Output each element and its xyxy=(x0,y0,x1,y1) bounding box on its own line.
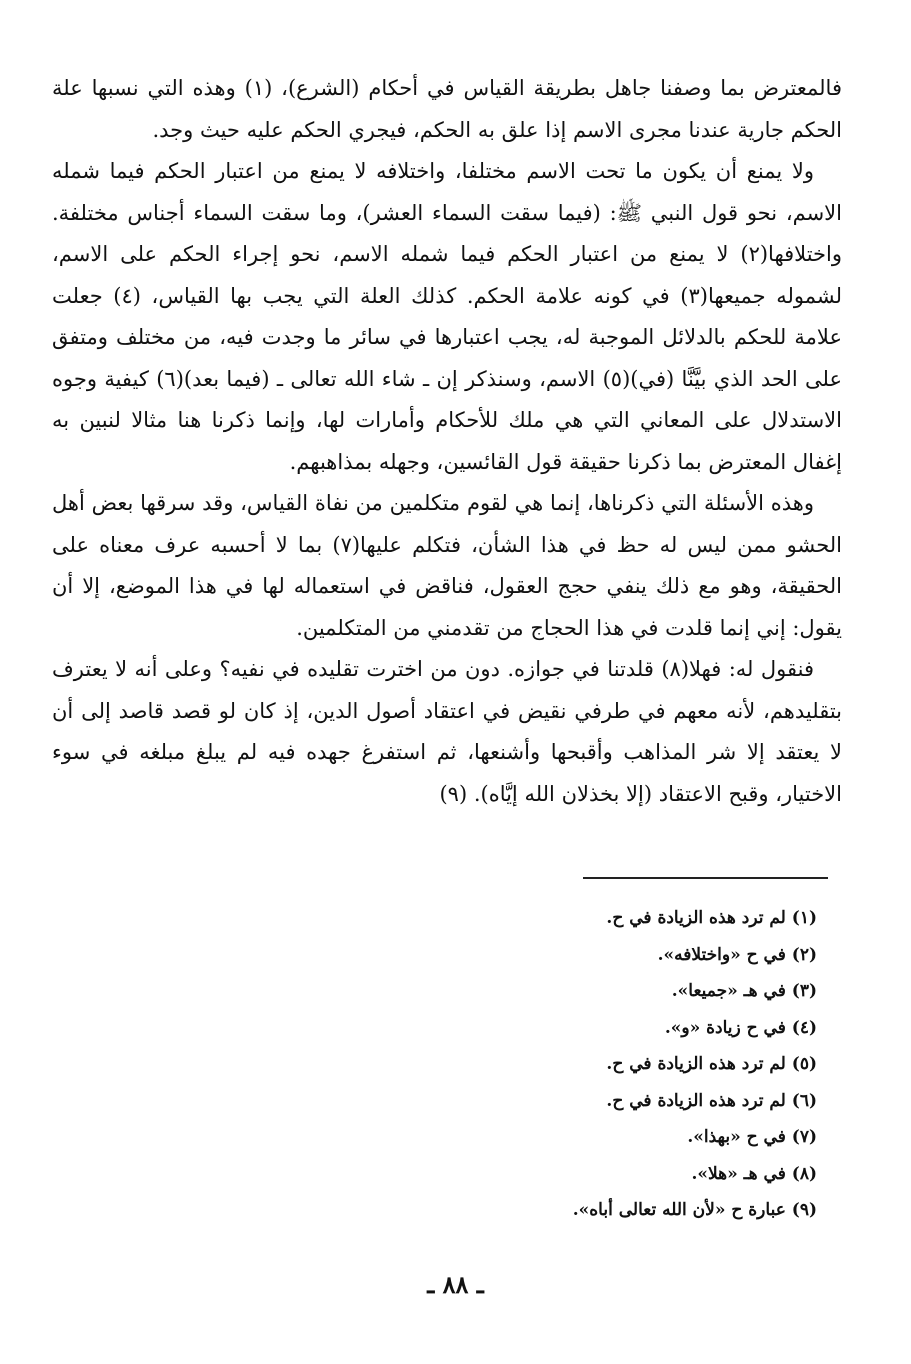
footnote-4: (٤) في ح زيادة «و». xyxy=(664,1017,817,1038)
footnote-3: (٣) في هـ «جميعا». xyxy=(671,981,817,1001)
page-number: ـ ٨٨ ـ xyxy=(427,1270,484,1299)
footnote-5: (٥) لم ترد هذه الزيادة في ح. xyxy=(606,1054,817,1074)
footnote-separator xyxy=(583,877,828,879)
footnote-9: (٩) عبارة ح «لأن الله تعالى أباه». xyxy=(572,1200,817,1220)
paragraph-4: فنقول له: فهلا(٨) قلدتنا في جوازه. دون من اخترت تقليده في نفيه؟ وعلى أنه لا يعترف بتقليدهم، لأنه معهم في طرفي نقيض في اعتقاد أصول الدين، إذ كان لو قصد قاصد إلى أن لا يعتقد إلا شر المذاهب وأقبحها وأشنعها، ثم استفرغ جهده فيه لم يبلغ مبلغه في سوء الاختيار، وقبح الاعتقاد (إلا بخذلان الله إيَّاه). (٩) xyxy=(52,657,842,806)
paragraph-1: فالمعترض بما وصفنا جاهل بطريقة القياس في أحكام (الشرع)، (١) وهذه التي نسبها علة الحكم جارية عندنا مجرى الاسم إذا علق به الحكم، فيجري الحكم عليه حيث وجد. xyxy=(52,76,842,142)
paragraph-3: وهذه الأسئلة التي ذكرناها، إنما هي لقوم متكلمين من نفاة القياس، وقد سرقها بعض أهل الحشو ممن ليس له حظ في هذا الشأن، فتكلم عليها(٧) بما لا أحسبه عرف معناه على الحقيقة، وهو مع ذلك ينفي حجج العقول، فناقض في استعماله لها في هذا الموضع، إلا أن يقول: إني إنما قلدت في هذا الحجاج من تقدمني من المتكلمين. xyxy=(52,491,842,640)
footnote-6: (٦) لم ترد هذه الزيادة في ح. xyxy=(606,1090,817,1111)
footnotes-list xyxy=(257,900,817,1229)
footnote-1: (١) لم ترد هذه الزيادة في ح. xyxy=(606,908,817,928)
footnote-2: (٢) في ح «واختلافه». xyxy=(657,944,817,965)
main-text xyxy=(52,68,842,815)
footnote-8: (٨) في هـ «هلا». xyxy=(691,1163,817,1184)
footnote-7: (٧) في ح «بهذا». xyxy=(687,1127,817,1147)
paragraph-2: ولا يمنع أن يكون ما تحت الاسم مختلفا، واختلافه لا يمنع من اعتبار الحكم فيما شمله الاسم، نحو قول النبي ﷺ: (فيما سقت السماء العشر)، وما سقت السماء أجناس مختلفة. واختلافها(٢) لا يمنع من اعتبار الحكم فيما شمله الاسم، نحو إجراء الحكم على الاسم، لشموله جميعها(٣) في كونه علامة الحكم. كذلك العلة التي يجب بها القياس، (٤) جعلت علامة للحكم بالدلائل الموجبة له، يجب اعتبارها في سائر ما وجدت فيه، من مختلف ومتفق على الحد الذي بيَّنَّا (في)(٥) الاسم، وسنذكر إن ـ شاء الله تعالى ـ (فيما بعد)(٦) كيفية وجوه الاستدلال على المعاني التي هي ملك للأحكام وأمارات لها، وإنما ذكرنا هنا مثالا لنبين به إغفال المعترض بما ذكرنا حقيقة قول القائسين، وجهله بمذاهبهم. xyxy=(52,159,842,474)
